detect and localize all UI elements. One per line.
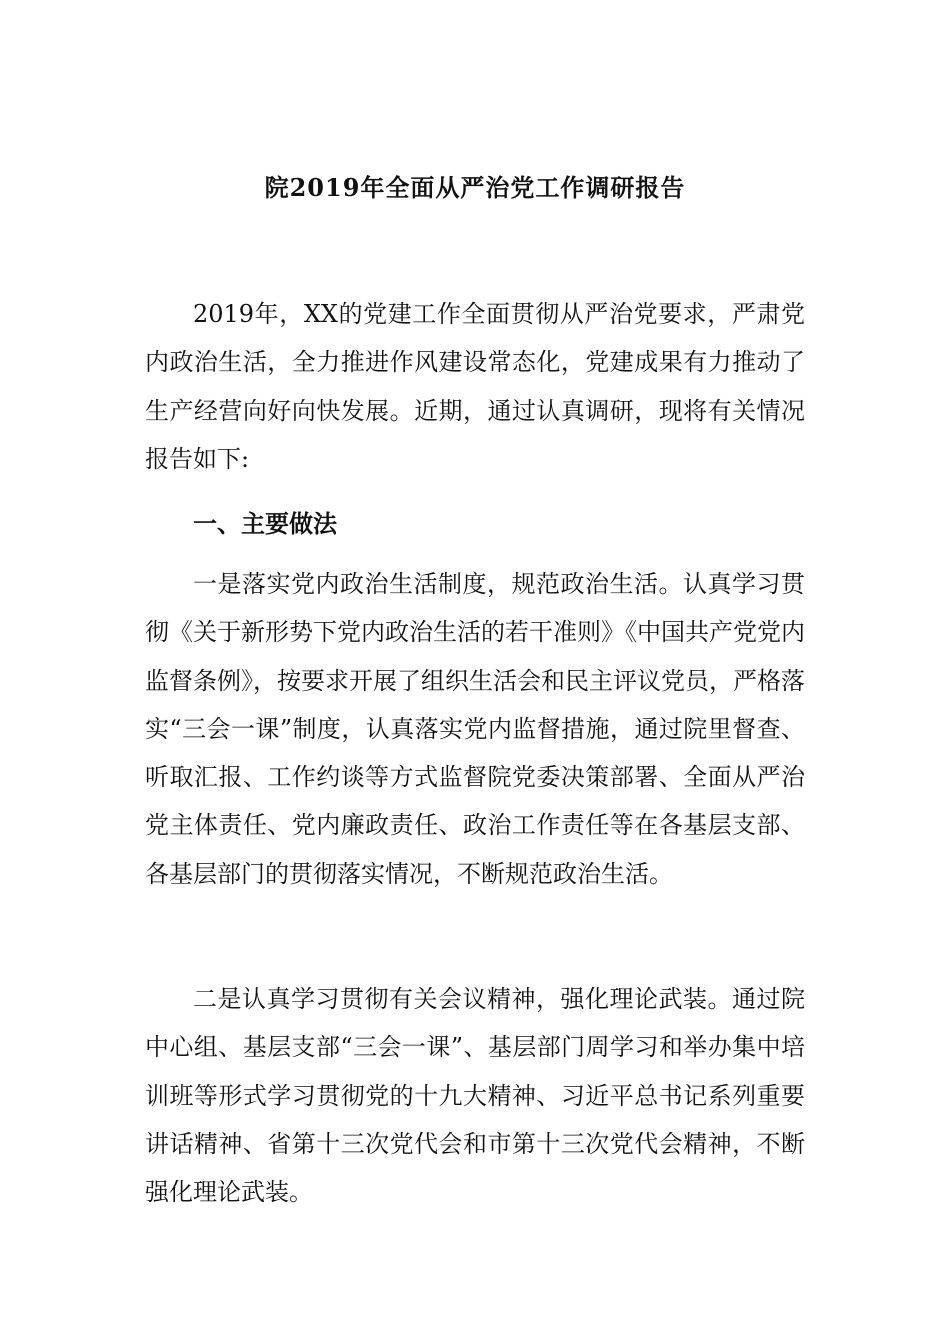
section-block bbox=[145, 500, 805, 548]
section-heading: 一、主要做法 bbox=[193, 509, 337, 538]
body-paragraph: 二是认真学习贯彻有关会议精神，强化理论武装。通过院中心组、基层支部“三会一课”、基层部门周学习和举办集中培训班等形式学习贯彻党的十九大精神、习近平总书记系列重要讲话精神、省第十三次党代会和市第十三次党代会精神，不断强化理论武装。 bbox=[145, 985, 805, 1207]
paragraph-block-1 bbox=[145, 560, 805, 898]
intro-paragraph: 2019年，XX的党建工作全面贯彻从严治党要求，严肃党内政治生活，全力推进作风建设常态化，党建成果有力推动了生产经营向好向快发展。近期，通过认真调研，现将有关情况报告如下: bbox=[145, 300, 805, 473]
paragraph-block-2 bbox=[145, 975, 805, 1216]
intro-block bbox=[145, 290, 805, 483]
document-title: 院2019年全面从严治党工作调研报告 bbox=[264, 173, 686, 202]
body-paragraph: 一是落实党内政治生活制度，规范政治生活。认真学习贯彻《关于新形势下党内政治生活的若干准则》《中国共产党党内监督条例》，按要求开展了组织生活会和民主评议党员，严格落实“三会一课”制度，认真落实党内监督措施，通过院里督查、听取汇报、工作约谈等方式监督院党委决策部署、全面从严治党主体责任、党内廉政责任、政治工作责任等在各基层支部、各基层部门的贯彻落实情况，不断规范政治生活。 bbox=[145, 570, 805, 888]
